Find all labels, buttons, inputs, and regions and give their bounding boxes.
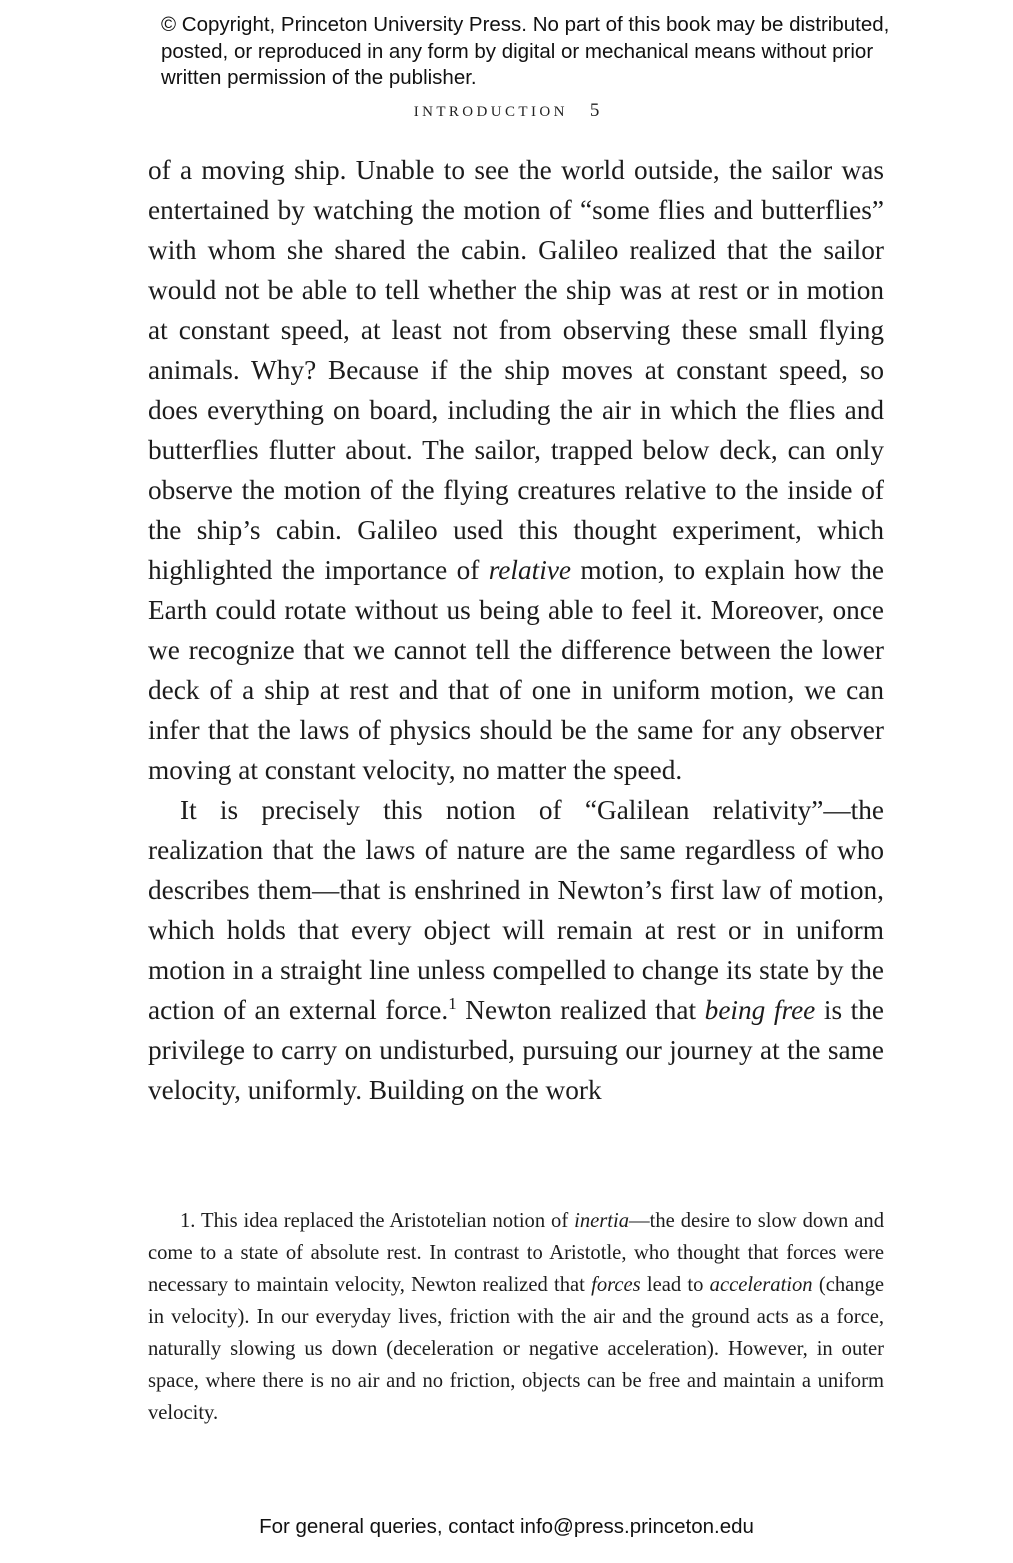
paragraph-1-text-b: motion, to explain how the Earth could rotate without us being able to feel it. Moreover, once we recognize that we cannot tell the difference between the lower deck of a ship at rest and that of one in uniform motion, we can infer that the laws of physics should be the same for any observer moving at constant velocity, no matter the speed. [148,555,884,785]
footnote-emphasis-acceleration: acceleration [709,1274,813,1296]
footnote-number: 1. [180,1210,196,1232]
copyright-notice: © Copyright, Princeton University Press. No part of this book may be distributed, posted, or reproduced in any form by digital or mechanical means without prior written permission of the publisher. [161,13,890,89]
footnote-text-b: —the desire to slow down and come to a state of absolute rest. In contrast to Aristotle, who thought that forces were necessary to maintain velocity, Newton realized that [148,1210,884,1296]
footer-contact: For general queries, contact info@press.princeton.edu [259,1515,754,1538]
footnote-1 [148,1205,884,1429]
page-number: 5 [589,100,600,121]
paragraph-2-text-b: Newton realized that [456,995,705,1025]
paragraph-2 [148,790,884,1110]
paragraph-2-emphasis: being free [704,995,816,1025]
running-head [0,100,1013,122]
main-text [148,150,884,1110]
footnote-text-d: (change in velocity). In our everyday lives, friction with the air and the ground acts as a force, naturally slowing us down (deceleration or negative acceleration). However, in outer space, where there is no air and no friction, objects can be free and maintain a uniform velocity. [148,1274,885,1424]
footnote-emphasis-forces: forces [591,1274,641,1296]
footnote [148,1205,884,1429]
footnote-reference[interactable]: 1 [448,994,457,1013]
chapter-title: INTRODUCTION [413,104,568,120]
footnote-emphasis-inertia: inertia [574,1210,630,1232]
footnote-text-c: lead to [640,1274,710,1296]
footnote-text-a: This idea replaced the Aristotelian notion of [195,1210,575,1232]
paragraph-2-text-a: It is precisely this notion of “Galilean relativity”—the realization that the laws of nature are the same regardless of who describes them—that is enshrined in Newton’s first law of motion, which holds that every object will remain at rest or in uniform motion in a straight line unless compelled to change its state by the action of an external force. [148,795,884,1025]
paragraph-1-emphasis: relative [488,555,572,585]
paragraph-1-text-a: of a moving ship. Unable to see the world outside, the sailor was entertained by watching the motion of “some flies and butterflies” with whom she shared the cabin. Galileo realized that the sailor would not be able to tell whether the ship was at rest or in motion at constant speed, at least not from observing these small flying animals. Why? Because if the ship moves at constant speed, so does everything on board, including the air in which the flies and butterflies flutter about. The sailor, trapped below deck, can only observe the motion of the flying creatures relative to the inside of the ship’s cabin. Galileo used this thought experiment, which highlighted the importance of [148,155,884,585]
paragraph-2-text-c: is the privilege to carry on undisturbed, pursuing our journey at the same velocity, uniformly. Building on the work [148,995,884,1105]
paragraph-1 [148,150,884,790]
